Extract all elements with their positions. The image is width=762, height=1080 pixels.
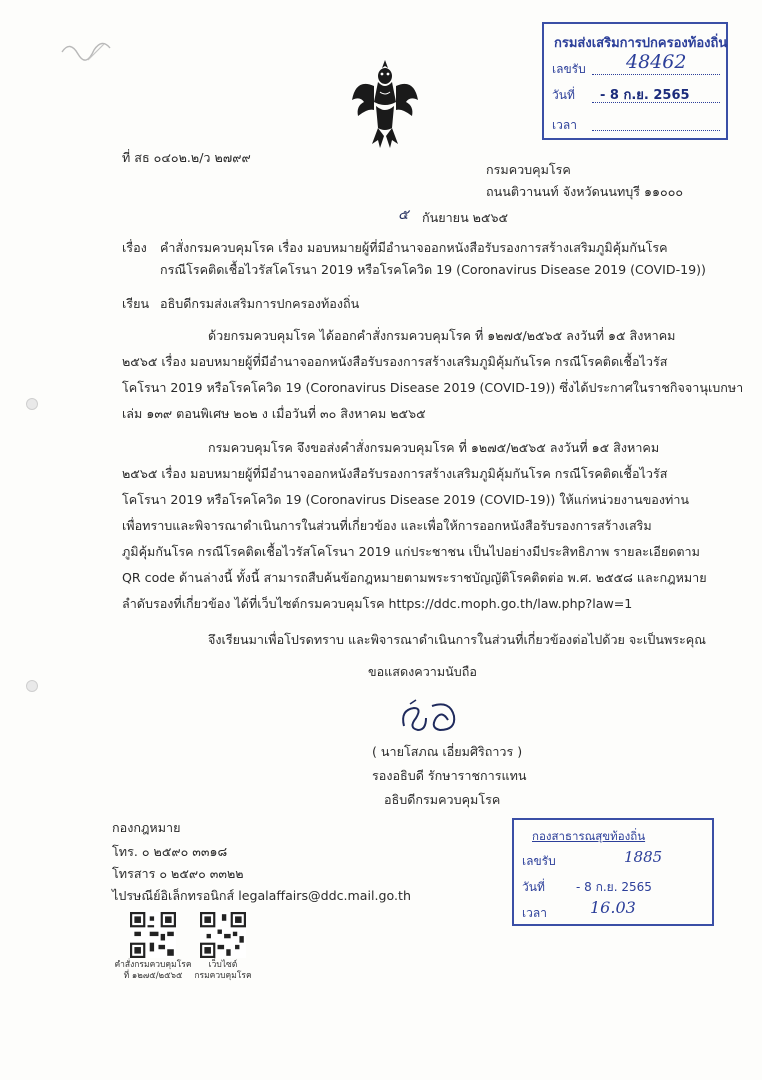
paragraph-2-line: โคโรนา 2019 หรือโรคโควิด 19 (Coronavirus Disease 2019 (COVID-19)) ให้แก่หน่วยงานของท่าน: [122, 492, 690, 507]
contact-division: กองกฎหมาย: [112, 820, 181, 835]
paragraph-1-line: ด้วยกรมควบคุมโรค ได้ออกคำสั่งกรมควบคุมโรค ที่ ๑๒๗๕/๒๕๖๕ ลงวันที่ ๑๕ สิงหาคม: [208, 328, 676, 343]
signer-position-2: อธิบดีกรมควบคุมโรค: [384, 792, 501, 807]
sender-department: กรมควบคุมโรค: [486, 162, 571, 177]
qr-caption-line: กรมควบคุมโรค: [194, 971, 252, 981]
recipient-label: เรียน: [122, 296, 150, 311]
stamp-time-value: 16.03: [590, 898, 636, 917]
receiving-stamp-top: [542, 22, 728, 140]
signature-mark: [396, 696, 466, 740]
stamp-date-value: - 8 ก.ย. 2565: [576, 880, 652, 894]
garuda-emblem-icon: [350, 56, 420, 152]
stamp-title: กองสาธารณสุขท้องถิ่น: [532, 829, 646, 843]
paragraph-2-line: ๒๕๖๕ เรื่อง มอบหมายผู้ที่มีอำนาจออกหนังสือรับรองการสร้างเสริมภูมิคุ้มกันโรค กรณีโรคติดเชื้อไวรัส: [122, 466, 668, 481]
closing-text: ขอแสดงความนับถือ: [368, 664, 477, 679]
stamp-receipt-label: เลขรับ: [522, 854, 556, 868]
paragraph-2-line: QR code ด้านล่างนี้ ทั้งนี้ สามารถสืบค้นข้อกฎหมายตามพระราชบัญญัติโรคติดต่อ พ.ศ. ๒๕๕๘ และกฎหมาย: [122, 570, 707, 585]
stamp-time-label: เวลา: [552, 118, 577, 132]
paragraph-2-line: ลำดับรองที่เกี่ยวข้อง ได้ที่เว็บไซต์กรมควบคุมโรค https://ddc.moph.go.th/law.php?law=1: [122, 596, 633, 611]
qr-caption-line: คำสั่งกรมควบคุมโรค: [114, 960, 192, 970]
qr-caption-2: [190, 960, 256, 982]
signer-position-1: รองอธิบดี รักษาราชการแทน: [372, 768, 527, 783]
paragraph-1-line: เล่ม ๑๓๙ ตอนพิเศษ ๒๐๒ ง เมื่อวันที่ ๓๐ สิงหาคม ๒๕๖๕: [122, 406, 426, 421]
scribble-mark: [58, 30, 122, 70]
qr-code-icon: [200, 912, 246, 958]
stamp-receipt-label: เลขรับ: [552, 62, 586, 76]
paragraph-2-line: ภูมิคุ้มกันโรค กรณีโรคติดเชื้อไวรัสโคโรนา 2019 แก่ประชาชน เป็นไปอย่างมีประสิทธิภาพ รายละเอียดตาม: [122, 544, 700, 559]
qr-caption-line: ที่ ๑๒๗๕/๒๕๖๕: [123, 971, 183, 981]
date-month-year: กันยายน ๒๕๖๕: [422, 210, 509, 225]
stamp-date-value: - 8 ก.ย. 2565: [600, 88, 690, 103]
paragraph-1-line: ๒๕๖๕ เรื่อง มอบหมายผู้ที่มีอำนาจออกหนังสือรับรองการสร้างเสริมภูมิคุ้มกันโรค กรณีโรคติดเชื้อไวรัส: [122, 354, 668, 369]
punch-hole: [26, 680, 38, 692]
qr-caption-1: [112, 960, 194, 982]
signer-name: ( นายโสภณ เอี่ยมศิริถาวร ): [372, 744, 523, 759]
paragraph-3: จึงเรียนมาเพื่อโปรดทราบ และพิจารณาดำเนินการในส่วนที่เกี่ยวข้องต่อไปด้วย จะเป็นพระคุณ: [208, 632, 706, 647]
punch-hole: [26, 398, 38, 410]
paragraph-1-line: โคโรนา 2019 หรือโรคโควิด 19 (Coronavirus Disease 2019 (COVID-19)) ซึ่งได้ประกาศในราชกิจจานุเบกษา: [122, 380, 744, 395]
subject-line-1: คำสั่งกรมควบคุมโรค เรื่อง มอบหมายผู้ที่มีอำนาจออกหนังสือรับรองการสร้างเสริมภูมิคุ้มกันโรค: [160, 240, 668, 255]
subject-line-2: กรณีโรคติดเชื้อไวรัสโคโรนา 2019 หรือโรคโควิด 19 (Coronavirus Disease 2019 (COVID-19)): [160, 262, 706, 277]
paragraph-2-line: กรมควบคุมโรค จึงขอส่งคำสั่งกรมควบคุมโรค ที่ ๑๒๗๕/๒๕๖๕ ลงวันที่ ๑๕ สิงหาคม: [208, 440, 660, 455]
receiving-stamp-bottom: [512, 818, 714, 926]
date-day: ๕: [398, 207, 409, 223]
stamp-receipt-number: 48462: [626, 51, 687, 73]
sender-address: ถนนติวานนท์ จังหวัดนนทบุรี ๑๑๐๐๐: [486, 184, 684, 199]
subject-label: เรื่อง: [122, 240, 147, 255]
qr-caption-line: เว็บไซต์: [208, 960, 238, 970]
stamp-receipt-number: 1885: [624, 848, 663, 866]
contact-email: ไปรษณีย์อิเล็กทรอนิกส์ legalaffairs@ddc.mail.go.th: [112, 888, 411, 903]
document-number: ที่ สธ ๐๔๐๒.๒/ว ๒๗๙๙: [122, 150, 251, 165]
stamp-date-label: วันที่: [522, 880, 545, 894]
qr-code-icon: [130, 912, 176, 958]
contact-phone: โทร. ๐ ๒๕๙๐ ๓๓๑๘: [112, 844, 228, 859]
recipient-text: อธิบดีกรมส่งเสริมการปกครองท้องถิ่น: [160, 296, 360, 311]
stamp-time-label: เวลา: [522, 906, 547, 920]
contact-fax: โทรสาร ๐ ๒๕๙๐ ๓๓๒๒: [112, 866, 244, 881]
paragraph-2-line: เพื่อทราบและพิจารณาดำเนินการในส่วนที่เกี่ยวข้อง และเพื่อให้การออกหนังสือรับรองการสร้างเสริม: [122, 518, 652, 533]
stamp-title: กรมส่งเสริมการปกครองท้องถิ่น: [554, 36, 728, 51]
stamp-date-label: วันที่: [552, 88, 575, 102]
